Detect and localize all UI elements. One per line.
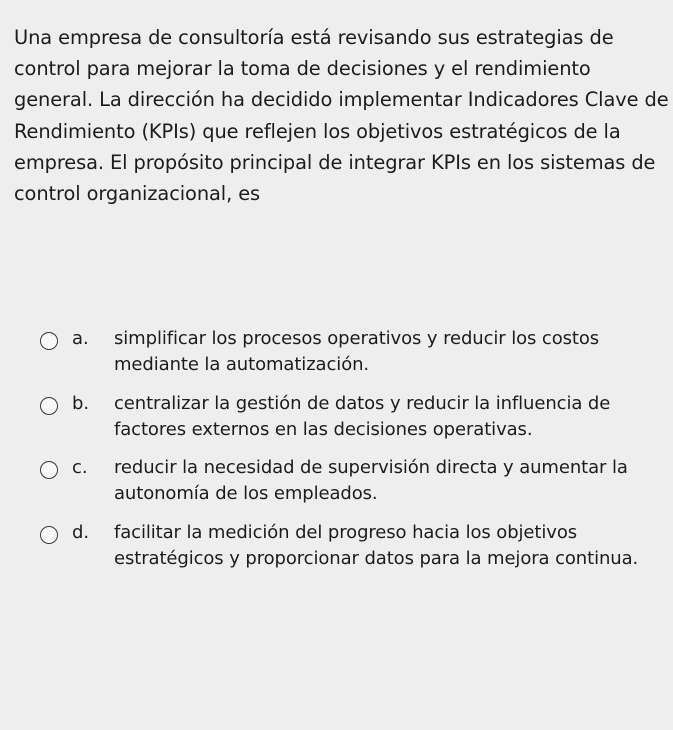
- radio-unchecked-icon[interactable]: [40, 332, 58, 350]
- option-text: simplificar los procesos operativos y reducir los costos mediante la automatización.: [114, 328, 600, 376]
- option-letter: b.: [72, 392, 90, 414]
- option-text: centralizar la gestión de datos y reducir la influencia de factores externos en las decisiones operativas.: [114, 392, 611, 440]
- option-text: reducir la necesidad de supervisión directa y aumentar la autonomía de los empleados.: [114, 457, 628, 505]
- option-a[interactable]: [40, 326, 665, 379]
- option-b[interactable]: [40, 391, 665, 444]
- answer-options: [40, 326, 665, 584]
- radio-unchecked-icon[interactable]: [40, 461, 58, 479]
- option-text: facilitar la medición del progreso hacia los objetivos estratégicos y proporcionar datos para la mejora continua.: [114, 521, 639, 570]
- question-text: Una empresa de consultoría está revisando sus estrategias de control para mejorar la toma de decisiones y el rendimiento general. La dirección ha decidido implementar Indicadores Clave de Rendimiento (KPIs) que reflejen los objetivos estratégicos de la empresa. El propósito principal de integrar KPIs en los sistemas de control organizacional, es: [14, 26, 669, 206]
- option-letter: a.: [72, 328, 89, 349]
- option-letter: d.: [72, 521, 90, 543]
- option-d[interactable]: [40, 520, 665, 573]
- radio-unchecked-icon[interactable]: [40, 397, 58, 415]
- radio-unchecked-icon[interactable]: [40, 526, 58, 544]
- option-c[interactable]: [40, 455, 665, 508]
- option-letter: c.: [72, 457, 88, 479]
